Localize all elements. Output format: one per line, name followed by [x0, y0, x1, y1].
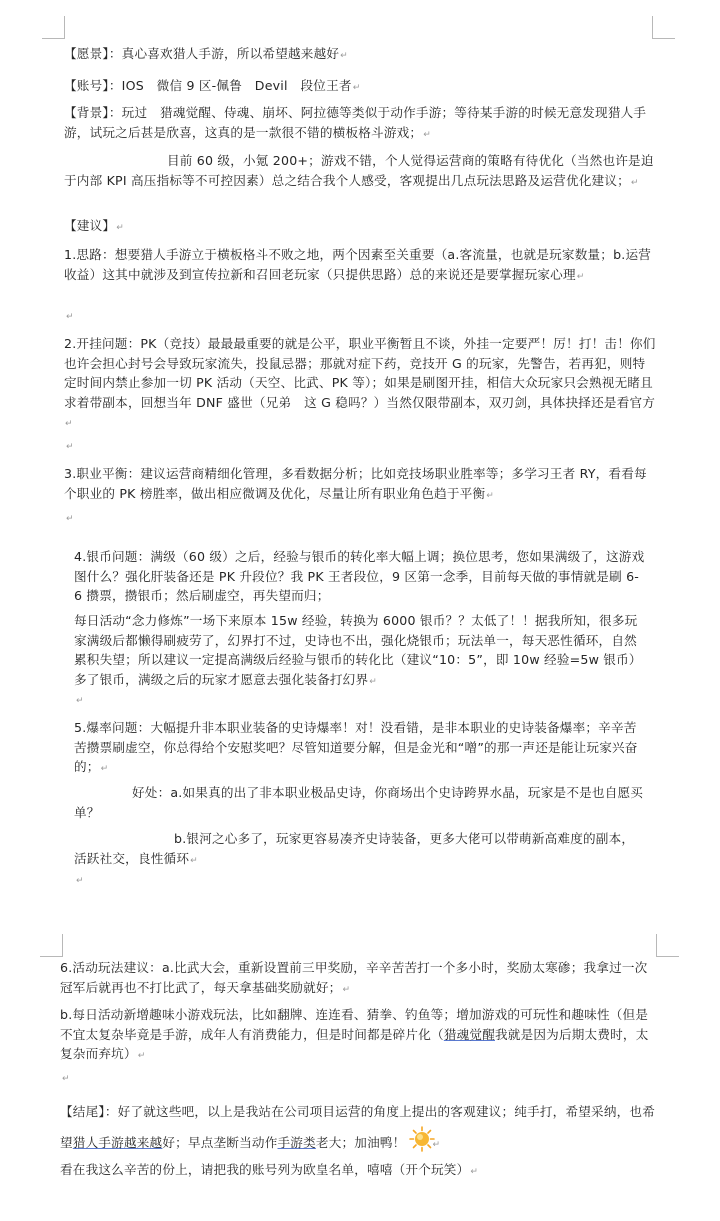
empty-paragraph-mark: ↵	[62, 1074, 70, 1084]
wish-text: 【愿景】：真心喜欢猎人手游，所以希望越来越好	[64, 46, 340, 61]
suggestion-2-text: 2.开挂问题：PK（竞技）最最最重要的就是公平，职业平衡暂且不谈，外挂一定要严！厉！打！击！你们也许会担心封号会导致玩家流失，投鼠忌器；那就对症下药，竞技开 G 的玩家，先警告，若再犯，则特定时间内禁止参加一切 PK 活动（天空、比武、PK 等）；如果是刷图开挂，相信大众玩家只会熟视无睹且求着带副本，回想当年 DNF 盛世（兄弟 这 G 稳吗？）当然仅限带副本，双刃剑，具体抉择还是看官方	[64, 336, 656, 410]
sun-icon	[409, 1126, 431, 1148]
crop-mark-top-left	[42, 16, 65, 39]
empty-paragraph-mark: ↵	[76, 696, 84, 706]
suggestion-6a-text: 6.活动玩法建议：a.比武大会，重新设置前三甲奖励，辛辛苦苦打一个多小时，奖励太寒碜；我拿过一次冠军后就再也不打比武了，每天拿基础奖励就好；	[60, 960, 648, 995]
suggestion-6b: b.每日活动新增趣味小游戏玩法，比如翻牌、连连看、猜拳、钓鱼等；增加游戏的可玩性和趣味性（但是不宜太复杂毕竟是手游，成年人有消费能力，但是时间都是碎片化（猎魂觉醒我就是因为后期太费时，太复杂而弃坑）↵	[60, 1007, 649, 1061]
link-mobile-category[interactable]: 手游类	[277, 1135, 316, 1150]
crop-mark-top-right	[652, 16, 675, 39]
last-paragraph: 看在我这么辛苦的份上，请把我的账号列为欧皇名单，嘻嘻（开个玩笑）↵	[60, 1162, 479, 1177]
suggestion-5a-text: 5.爆率问题：大幅提升非本职业装备的史诗爆率！对！没看错，是非本职业的史诗装备爆率；辛辛苦苦攒票刷虚空，你总得给个安慰奖吧？尽管知道要分解，但是金光和“噌”的那一声还是能让玩家兴奋的；	[74, 720, 638, 774]
background-paragraph-2: 目前 60 级，小氪 200+；游戏不错，个人觉得运营商的策略有待优化（当然也许是迫于内部 KPI 高压指标等不可控因素）总之结合我个人感受，客观提出几点玩法思路及运营优化建议；↵	[64, 153, 654, 188]
suggestion-5c-text: b.银河之心多了，玩家更容易凑齐史诗装备，更多大佬可以带萌新高难度的副本，活跃社交，良性循环	[74, 831, 635, 866]
last-text: 看在我这么辛苦的份上，请把我的账号列为欧皇名单，嘻嘻（开个玩笑）	[60, 1162, 470, 1177]
suggestion-3: 3.职业平衡：建议运营商精细化管理，多看数据分析；比如竞技场职业胜率等；多学习王者 RY，看看每个职业的 PK 榜胜率，做出相应微调及优化，尽量让所有职业角色趋于平衡↵	[64, 466, 647, 501]
background-paragraph-1: 【背景】：玩过 猎魂觉醒、侍魂、崩坏、阿拉德等类似于动作手游；等待某手游的时候无意发现猎人手游，试玩之后甚是欣喜，这真的是一款很不错的横板格斗游戏；↵	[64, 105, 647, 140]
suggest-heading: 【建议】↵	[64, 218, 124, 233]
crop-mark-bottom-right	[656, 934, 679, 957]
suggestion-6a: 6.活动玩法建议：a.比武大会，重新设置前三甲奖励，辛辛苦苦打一个多小时，奖励太寒碜；我拿过一次冠军后就再也不打比武了，每天拿基础奖励就好；↵	[60, 960, 648, 995]
suggestion-1: 1.思路：想要猎人手游立于横板格斗不败之地，两个因素至关重要（a.客流量，也就是玩家数量；b.运营收益）这其中就涉及到宣传拉新和召回老玩家（只提供思路）总的来说还是要掌握玩家心理↵	[64, 247, 652, 282]
link-hunter-awakening[interactable]: 猎魂觉醒	[443, 1026, 495, 1042]
suggestion-5c: b.银河之心多了，玩家更容易凑齐史诗装备，更多大佬可以带萌新高难度的副本，活跃社交，良性循环↵	[74, 831, 635, 866]
ending-paragraph: 【结尾】：好了就这些吧，以上是我站在公司项目运营的角度上提出的客观建议；纯手打，希望采纳，也希望猎人手游越来越好；早点垄断当动作手游类老大；加油鸭！ ↵	[60, 1104, 656, 1150]
empty-paragraph-mark: ↵	[66, 442, 74, 452]
wish-paragraph: 【愿景】：真心喜欢猎人手游，所以希望越来越好↵	[64, 46, 348, 61]
ending-text-1: 【结尾】：好了就这些吧，以上是我站在公司项目运营的角度上提出的客观建议；纯手打，希望采纳，也希望	[60, 1104, 656, 1150]
suggestion-6b-text-1: b.每日活动新增趣味小游戏玩法，比如翻牌、连连看、猜拳、钓鱼等；增加游戏的可玩性和趣味性（但是不宜太复杂毕竟是手游，成年人有消费能力，但是时间都是碎片化（	[60, 1007, 649, 1042]
account-paragraph: 【账号】：IOS 微信 9 区-佩鲁 Devil 段位王者↵	[64, 78, 361, 93]
suggestion-4b-text: 每日活动“念力修炼”一场下来原本 15w 经验，转换为 6000 银币？？太低了！！据我所知，很多玩家满级后都懒得刷疲劳了，幻界打不过，史诗也不出，强化烧银币；玩法单一，每天恶性循环，自然累积失望；所以建议一定提高满级后经验与银币的转化比（建议“10：5”，即 10w 经验=5w 银币）多了银币，满级之后的玩家才愿意去强化装备打幻界	[74, 613, 642, 687]
background-text-1: 【背景】：玩过 猎魂觉醒、侍魂、崩坏、阿拉德等类似于动作手游；等待某手游的时候无意发现猎人手游，试玩之后甚是欣喜，这真的是一款很不错的横板格斗游戏；	[64, 105, 647, 140]
suggest-title: 【建议】	[64, 218, 116, 233]
empty-paragraph-mark: ↵	[66, 514, 74, 524]
empty-paragraph-mark: ↵	[76, 876, 84, 886]
ending-text-3: 老大；加油鸭！	[315, 1135, 406, 1150]
suggestion-6b-text-2: 我就是因为后期太费时，太复杂而弃坑）	[60, 1026, 649, 1061]
suggestion-1-text: 1.思路：想要猎人手游立于横板格斗不败之地，两个因素至关重要（a.客流量，也就是玩家数量；b.运营收益）这其中就涉及到宣传拉新和召回老玩家（只提供思路）总的来说还是要掌握玩家心理	[64, 247, 652, 282]
suggestion-4a-text: 4.银币问题：满级（60 级）之后，经验与银币的转化率大幅上调；换位思考，您如果满级了，这游戏图什么？强化肝装备还是 PK 升段位？我 PK 王者段位，9 区第一念季，目前每天做的事情就是刷 6-6 攒票，攒银币；然后刷虚空，再失望而归；	[74, 549, 645, 603]
suggestion-4b: 每日活动“念力修炼”一场下来原本 15w 经验，转换为 6000 银币？？太低了！！据我所知，很多玩家满级后都懒得刷疲劳了，幻界打不过，史诗也不出，强化烧银币；玩法单一，每天恶性循环，自然累积失望；所以建议一定提高满级后经验与银币的转化比（建议“10：5”，即 10w 经验=5w 银币）多了银币，满级之后的玩家才愿意去强化装备打幻界↵	[74, 613, 642, 687]
background-text-2: 目前 60 级，小氪 200+；游戏不错，个人觉得运营商的策略有待优化（当然也许是迫于内部 KPI 高压指标等不可控因素）总之结合我个人感受，客观提出几点玩法思路及运营优化建议；	[64, 153, 654, 188]
suggestion-3-text: 3.职业平衡：建议运营商精细化管理，多看数据分析；比如竞技场职业胜率等；多学习王者 RY，看看每个职业的 PK 榜胜率，做出相应微调及优化，尽量让所有职业角色趋于平衡	[64, 466, 647, 501]
account-text: 【账号】：IOS 微信 9 区-佩鲁 Devil 段位王者	[64, 78, 352, 93]
ending-text-2: 好；早点垄断当动作	[162, 1135, 278, 1150]
suggestion-5a: 5.爆率问题：大幅提升非本职业装备的史诗爆率！对！没看错，是非本职业的史诗装备爆率；辛辛苦苦攒票刷虚空，你总得给个安慰奖吧？尽管知道要分解，但是金光和“噌”的那一声还是能让玩家兴奋的；↵	[74, 720, 638, 774]
suggestion-5b-text: 好处：a.如果真的出了非本职业极品史诗，你商场出个史诗跨界水晶，玩家是不是也自愿买单？	[74, 785, 644, 820]
suggestion-4a	[74, 547, 646, 606]
suggestion-2: 2.开挂问题：PK（竞技）最最最重要的就是公平，职业平衡暂且不谈，外挂一定要严！厉！打！击！你们也许会担心封号会导致玩家流失，投鼠忌器；那就对症下药，竞技开 G 的玩家，先警告，若再犯，则特定时间内禁止参加一切 PK 活动（天空、比武、PK 等）；如果是刷图开挂，相信大众玩家只会熟视无睹且求着带副本，回想当年 DNF 盛世（兄弟 这 G 稳吗？）当然仅限带副本，双刃剑，具体抉择还是看官方↵	[64, 336, 656, 429]
link-hunter-mobile[interactable]: 猎人手游越来越	[72, 1135, 163, 1150]
crop-mark-bottom-left	[40, 934, 63, 957]
empty-paragraph-mark: ↵	[66, 312, 74, 322]
suggestion-5b	[74, 783, 646, 822]
